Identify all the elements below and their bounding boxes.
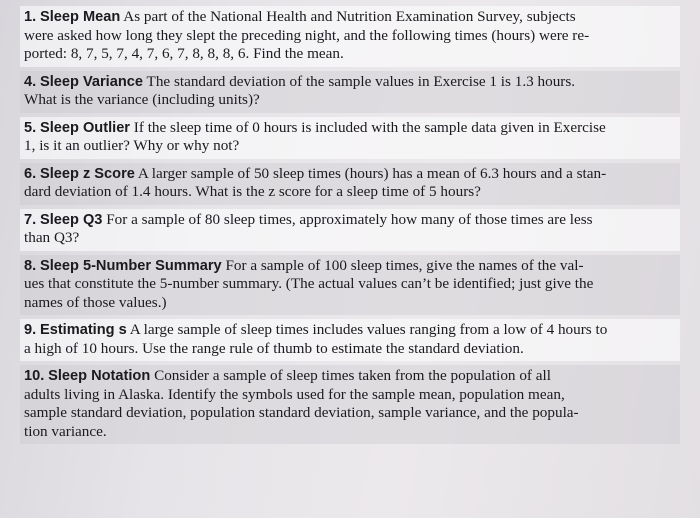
exercise-heading: Sleep z Score <box>39 165 135 182</box>
exercise-number: 5. <box>24 119 37 136</box>
exercise-text: A larger sample of 50 sleep times (hours) has a mean of 6.3 hours and a stan- <box>137 164 607 182</box>
exercise-line: ported: 8, 7, 5, 7, 4, 7, 6, 7, 8, 8, 8, 6. Find the mean. <box>24 45 344 62</box>
exercise-number: 10. <box>24 368 45 384</box>
exercise-10 <box>20 365 680 444</box>
exercise-1 <box>20 6 680 67</box>
exercise-line: were asked how long they slept the preceding night, and the following times (hours) were re- <box>24 26 590 44</box>
exercise-number: 4. <box>24 73 37 90</box>
exercise-6 <box>20 163 680 205</box>
exercise-line: tion variance. <box>24 422 107 440</box>
exercise-4 <box>20 71 680 113</box>
exercise-number: 1. <box>24 9 37 25</box>
exercise-heading: Sleep Notation <box>48 368 151 384</box>
exercise-line: than Q3? <box>24 229 80 246</box>
exercise-heading: Estimating s <box>39 322 127 338</box>
exercise-number: 6. <box>24 165 37 182</box>
exercise-text: As part of the National Health and Nutrition Examination Survey, subjects <box>123 8 576 25</box>
exercise-7 <box>20 209 680 251</box>
exercise-line: dard deviation of 1.4 hours. What is the z score for a sleep time of 5 hours? <box>24 183 481 200</box>
exercise-line <box>24 211 674 230</box>
exercise-text: A large sample of sleep times includes values ranging from a low of 4 hours to <box>129 321 608 338</box>
exercise-heading: Sleep Mean <box>39 9 121 25</box>
exercise-line: ues that constitute the 5-number summary. (The actual values can’t be identified; just give the <box>24 275 594 292</box>
exercise-number: 9. <box>24 322 37 338</box>
exercise-line: a high of 10 hours. Use the range rule of thumb to estimate the standard deviation. <box>24 339 524 357</box>
exercise-line <box>24 257 674 276</box>
exercise-8 <box>20 255 680 316</box>
exercise-text: The standard deviation of the sample values in Exercise 1 is 1.3 hours. <box>146 72 576 90</box>
exercise-line <box>24 73 674 92</box>
exercise-line <box>24 367 674 386</box>
exercise-number: 7. <box>24 211 37 228</box>
exercise-line: sample standard deviation, population standard deviation, sample variance, and the popula- <box>24 404 579 421</box>
exercise-5 <box>20 117 680 159</box>
exercise-9 <box>20 319 680 361</box>
exercise-line: What is the variance (including units)? <box>24 91 260 108</box>
exercise-text: For a sample of 100 sleep times, give the names of the val- <box>225 256 584 274</box>
exercise-heading: Sleep Q3 <box>39 211 103 228</box>
exercise-line: 1, is it an outlier? Why or why not? <box>24 137 240 154</box>
exercise-heading: Sleep 5-Number Summary <box>39 257 222 274</box>
exercise-line <box>24 321 674 340</box>
exercise-text: If the sleep time of 0 hours is included with the sample data given in Exercise <box>133 118 606 136</box>
exercise-heading: Sleep Variance <box>39 73 144 90</box>
exercise-line <box>24 8 674 27</box>
exercise-heading: Sleep Outlier <box>39 119 130 136</box>
exercise-line <box>24 165 674 184</box>
exercise-text: Consider a sample of sleep times taken from the population of all <box>154 367 551 384</box>
exercise-line <box>24 119 674 138</box>
exercise-line: adults living in Alaska. Identify the symbols used for the sample mean, population mean, <box>24 385 565 403</box>
exercise-number: 8. <box>24 257 37 274</box>
exercise-line: names of those values.) <box>24 293 167 311</box>
exercise-text: For a sample of 80 sleep times, approximately how many of those times are less <box>106 210 593 228</box>
